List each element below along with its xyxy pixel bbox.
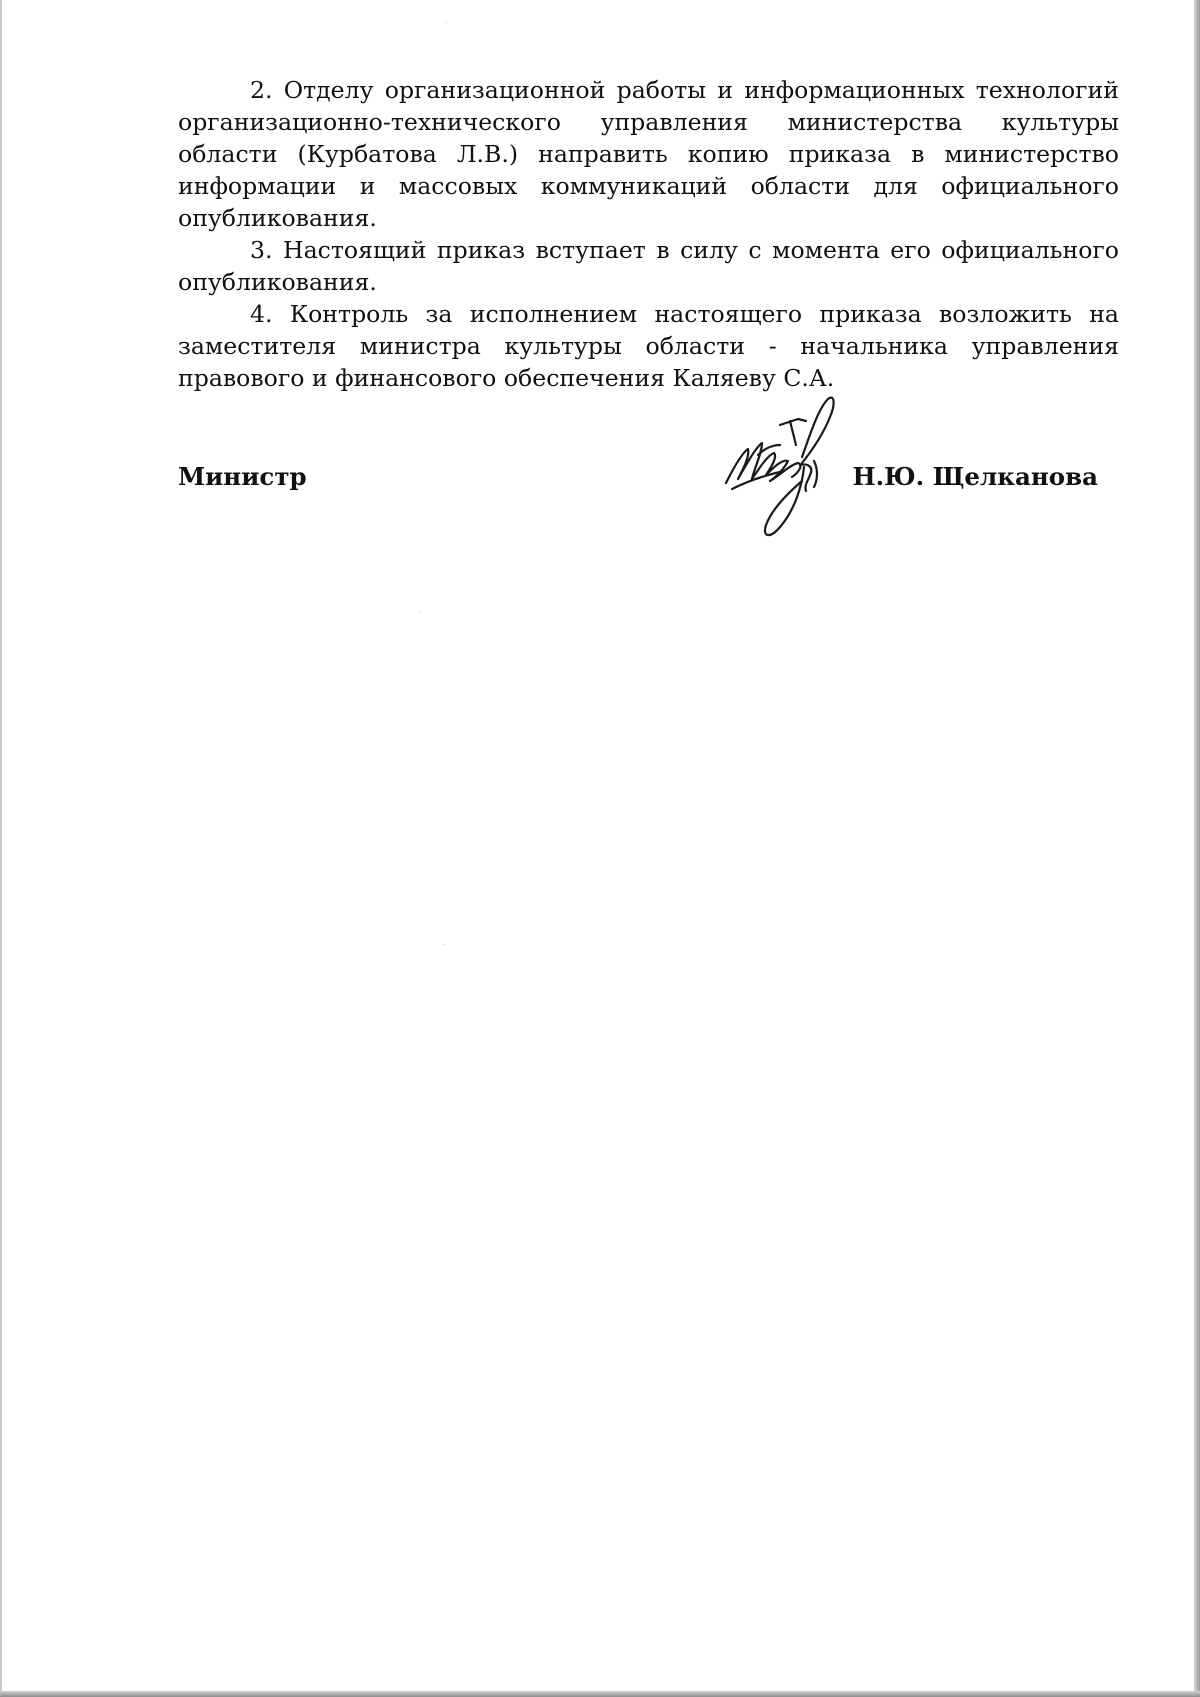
scan-edge-right (1194, 0, 1200, 1697)
signature-block (178, 462, 1098, 502)
scan-speck (443, 944, 444, 945)
scan-edge-left (0, 0, 2, 1697)
scan-speck (446, 22, 447, 23)
scan-edge-bottom (0, 1691, 1200, 1697)
signatory-name: Н.Ю. Щелканова (852, 462, 1098, 491)
paragraph-item-2: 2. Отделу организационной работы и информационных технологий организационно-технического управления министерства культуры области (Курбатова Л.В.) направить копию приказа в министерство информации и массовых коммуникаций области для официального опубликования. (178, 76, 1119, 232)
paragraph-item-3: 3. Настоящий приказ вступает в силу с момента его официального опубликования. (178, 236, 1119, 296)
scan-speck (420, 612, 421, 613)
document-body (178, 74, 1119, 394)
signatory-position: Министр (178, 462, 307, 491)
handwritten-signature (718, 395, 868, 545)
paragraph-item-4: 4. Контроль за исполнением настоящего приказа возложить на заместителя министра культуры области - начальника управления правового и финансового обеспечения Каляеву С.А. (178, 300, 1119, 392)
